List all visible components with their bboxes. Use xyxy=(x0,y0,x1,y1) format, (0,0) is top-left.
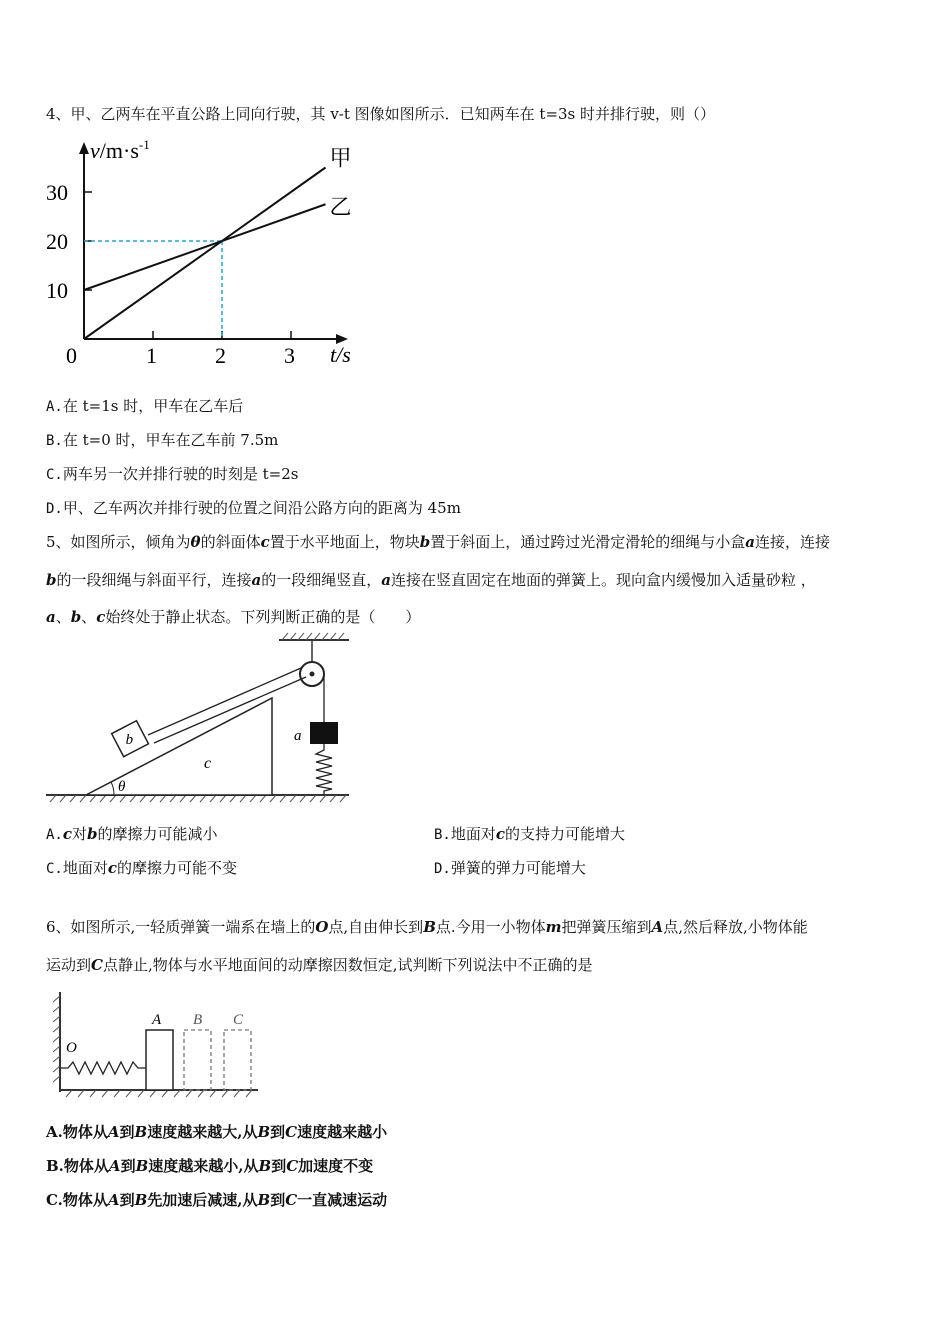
q4-option-c[interactable]: C.两车另一次并排行驶的时刻是 t=2s xyxy=(46,465,299,483)
q6-spring-figure xyxy=(46,986,271,1098)
q6-option-c[interactable]: C.物体从A到B先加速后减速,从B到C一直减速运动 xyxy=(46,1191,388,1209)
series-line-jia xyxy=(84,168,326,340)
series-label-jia: 甲 xyxy=(329,145,352,171)
incline-c-label: c xyxy=(204,755,212,772)
box-a xyxy=(310,722,338,744)
x-axis-label: t/s xyxy=(330,342,351,367)
spring-q6 xyxy=(60,1062,146,1074)
point-c-label: C xyxy=(233,1012,244,1028)
svg-text:b: b xyxy=(125,732,134,749)
y-axis-label: $v/m\cdot s^{-1}$ xyxy=(90,137,150,163)
q5-incline-figure xyxy=(44,630,354,805)
x-tick-label: 0 xyxy=(66,343,77,368)
q4-option-d[interactable]: D.甲、乙车两次并排行驶的位置之间沿公路方向的距离为 45m xyxy=(46,499,461,517)
q6-stem-line1: 6、如图所示,一轻质弹簧一端系在墙上的O点,自由伸长到B点.今用一小物体m把弹簧压缩到A点,然后释放,小物体能 xyxy=(46,918,808,936)
floor-hatching xyxy=(66,1090,252,1097)
x-tick-label: 1 xyxy=(146,343,157,368)
x-tick-label: 2 xyxy=(215,343,226,368)
ceiling-hatching xyxy=(282,633,344,640)
q5-option-c[interactable]: C.地面对c的摩擦力可能不变 xyxy=(46,859,238,877)
incline-c xyxy=(86,698,272,795)
point-b-label: B xyxy=(193,1012,203,1028)
q5-stem-line1: 5、如图所示，倾角为θ的斜面体c置于水平地面上，物块b置于斜面上，通过跨过光滑定滑轮的细绳与小盒a连接，连接 xyxy=(46,533,830,551)
q4-option-a[interactable]: A.在 t=1s 时，甲车在乙车后 xyxy=(46,397,244,415)
block-at-b-dashed xyxy=(184,1030,211,1090)
q4-option-b[interactable]: B.在 t=0 时，甲车在乙车前 7.5m xyxy=(46,431,279,449)
q6-option-b[interactable]: B.物体从A到B速度越来越小,从B到C加速度不变 xyxy=(46,1157,374,1175)
q4-vt-chart xyxy=(40,132,380,372)
block-at-c-dashed xyxy=(224,1030,251,1090)
q4-stem: 4、甲、乙两车在平直公路上同向行驶，其 v-t 图像如图所示．已知两车在 t=3s 时并排行驶，则（） xyxy=(46,105,716,123)
box-a-label: a xyxy=(294,728,302,744)
wall-hatching xyxy=(53,996,60,1082)
x-tick-label: 3 xyxy=(284,343,295,368)
point-o-label: O xyxy=(66,1040,77,1056)
q5-stem-line2: b的一段细绳与斜面平行，连接a的一段细绳竖直，a连接在竖直固定在地面的弹簧上。现向盒内缓慢加入适量砂粒 ， xyxy=(46,571,816,589)
series-label-yi: 乙 xyxy=(329,194,352,220)
block-b xyxy=(112,721,149,757)
block-at-a xyxy=(146,1030,173,1090)
y-tick-label: 10 xyxy=(46,278,68,303)
q6-option-a[interactable]: A.物体从A到B速度越来越大,从B到C速度越来越小 xyxy=(46,1123,388,1141)
y-tick-label: 30 xyxy=(46,180,68,205)
series-line-yi xyxy=(84,204,326,290)
q5-option-a[interactable]: A.c对b的摩擦力可能减小 xyxy=(46,825,218,843)
q5-option-b[interactable]: B.地面对c的支持力可能增大 xyxy=(434,825,626,843)
y-tick-label: 20 xyxy=(46,229,68,254)
y-axis-arrow xyxy=(79,142,89,154)
q5-option-d[interactable]: D.弹簧的弹力可能增大 xyxy=(434,859,586,877)
pulley-axle xyxy=(310,672,315,677)
ground-hatching xyxy=(50,795,346,802)
spring-q5 xyxy=(316,744,332,795)
theta-label: θ xyxy=(118,779,126,795)
point-a-label: A xyxy=(152,1012,162,1028)
q5-stem-line3: a、b、c始终处于静止状态。下列判断正确的是（ ） xyxy=(46,608,421,626)
q6-stem-line2: 运动到C点静止,物体与水平地面间的动摩擦因数恒定,试判断下列说法中不正确的是 xyxy=(46,956,593,974)
